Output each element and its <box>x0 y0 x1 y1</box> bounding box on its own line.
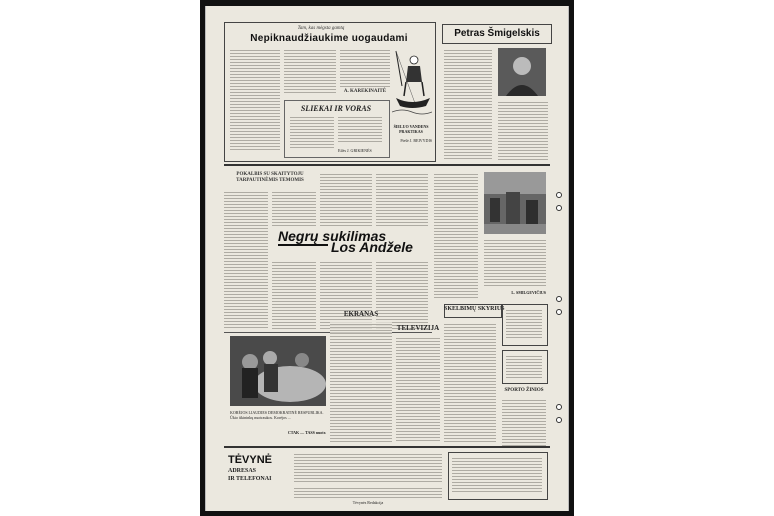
street-photo-caption <box>484 238 546 286</box>
bottom-divider <box>224 446 550 448</box>
masthead-name: TĖVYNĖ <box>228 454 273 466</box>
sports-text <box>502 398 546 446</box>
masthead-line2: ADRESAS <box>228 468 257 474</box>
ad-box-2-text <box>506 354 542 378</box>
profile-column-1 <box>444 48 492 160</box>
top-article-column-2 <box>284 48 336 94</box>
tv-title: TELEVIZIJA <box>396 324 440 332</box>
middle-headline-line2: Los Andžele <box>331 239 413 255</box>
footer-note: Tėvynės Redakcija <box>352 500 384 505</box>
headline-rule-icon <box>278 244 328 246</box>
footer-print-info <box>294 486 442 498</box>
footer-ad-text <box>452 456 542 494</box>
ads-title: SKELBIMŲ SKYRIUS <box>444 306 505 312</box>
middle-column-5 <box>434 172 478 298</box>
binding-hole-icon <box>556 417 562 423</box>
footer-address-block <box>294 452 442 482</box>
screens-listing <box>330 322 392 442</box>
top-article-title: Nepiknaudžiaukime uogaudami <box>250 33 408 44</box>
profile-column-2 <box>498 100 548 160</box>
poem-column-2 <box>338 115 382 143</box>
portrait-photo <box>498 48 546 96</box>
korea-photo-caption: KORĖJOS LIAUDIES DEMOKRATINĖ RESPUBLIKA. Ūkio ūkininkų nuotraukos. Korėjos ... <box>230 410 324 420</box>
korea-photo-credit: CTAK — TASS nuotr. <box>287 430 326 435</box>
middle-article-kicker: POKALBIS SU SKAITYTOJU TARPAUTINĖMIS TEMOMIS <box>236 172 304 183</box>
korea-photo <box>230 336 326 406</box>
middle-divider <box>224 332 432 333</box>
top-article-column-3 <box>340 48 390 88</box>
street-photo <box>484 172 546 234</box>
top-article-kicker: Tam, kas mėgsta gamtą <box>297 26 345 31</box>
middle-headline-line1: Negrų sukilimas <box>278 228 387 244</box>
top-divider <box>224 164 550 166</box>
middle-column-4a <box>376 172 428 226</box>
middle-column-4b <box>376 260 428 330</box>
middle-column-2a <box>272 190 316 226</box>
binding-hole-icon <box>556 404 562 410</box>
top-article-column-1 <box>230 48 280 152</box>
poem-column-1 <box>290 115 334 149</box>
middle-column-1 <box>224 190 268 330</box>
fisherman-cartoon <box>392 46 432 120</box>
tv-listing <box>396 336 440 442</box>
binding-hole-icon <box>556 296 562 302</box>
poem-author: Eilės J. GRIKIENĖS <box>338 148 372 153</box>
binding-hole-icon <box>556 192 562 198</box>
binding-hole-icon <box>556 205 562 211</box>
middle-column-2b <box>272 260 316 330</box>
binding-hole-icon <box>556 309 562 315</box>
newspaper-page <box>205 6 569 511</box>
top-article-signature: A. KAREKINAITĖ <box>343 89 387 94</box>
street-photo-credit: L. SMILGEVIČIUS <box>511 290 546 295</box>
middle-column-3b <box>320 260 372 330</box>
sports-title: SPORTO ŽINIOS <box>504 388 544 393</box>
ads-column-1 <box>444 322 496 442</box>
masthead-line3: IR TELEFONAI <box>228 476 272 482</box>
screens-title: EKRANAS <box>343 310 379 318</box>
middle-column-3a <box>320 172 372 226</box>
cartoon-caption: ŠIELUO VANDENS PRAKTIKAS <box>393 124 429 134</box>
profile-name: Petras Šmigelskis <box>454 28 540 39</box>
ad-box-1-text <box>506 308 542 340</box>
poem-title: SLIEKAI IR VORAS <box>300 104 372 113</box>
cartoon-credit: Piešė J. BEIVYDIS <box>400 138 432 143</box>
